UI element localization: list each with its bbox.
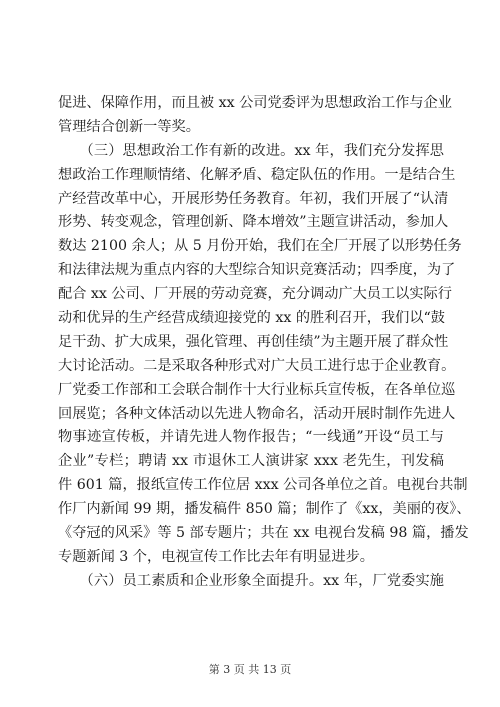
text-line: 足干劲、扩大成果，强化管理、再创佳绩”为主题开展了群众性 [58,333,449,350]
document-body [58,92,471,594]
text-line: 产经营改革中心，开展形势任务教育。年初，我们开展了“认清 [58,190,449,207]
text-line: 件 601 篇，报纸宣传工作位居 xxx 公司各单位之首。电视台共制 [58,477,468,494]
text-line: 专题新闻 3 个，电视宣传工作比去年有明显进步。 [58,548,374,565]
text-line: 想政治工作理顺情绪、化解矛盾、稳定队伍的作用。一是结合生 [58,166,456,183]
text-line: 厂党委工作部和工会联合制作十大行业标兵宣传板，在各单位巡 [58,381,456,398]
text-line: 数达 2100 余人；从 5 月份开始，我们在全厂开展了以形势任务 [58,238,462,255]
text-line: 和法律法规为重点内容的大型综合知识竞赛活动；四季度，为了 [58,262,456,279]
text-line: （六）员工素质和企业形象全面提升。xx 年，厂党委实施 [58,572,444,589]
text-line: 回展览；各种文体活动以先进人物命名，活动开展时制作先进人 [58,405,456,422]
text-line: 物事迹宣传板，并请先进人物作报告；“一线通”开设“员工与 [58,429,444,446]
text-line: 动和优异的生产经营成绩迎接党的 xx 的胜利召开，我们以“鼓 [58,310,445,327]
text-line: 形势、转变观念，管理创新、降本增效”主题宣讲活动，参加人 [58,214,449,231]
text-line: 管理结合创新一等奖。 [58,118,200,135]
text-line: 《夺冠的风采》等 5 部专题片；共在 xx 电视台发稿 98 篇，播发 [58,525,469,542]
text-line: 配合 xx 公司、厂开展的劳动竞赛，充分调动广大员工以实际行 [58,286,452,303]
text-line: 大讨论活动。二是采取各种形式对广大员工进行忠于企业教育。 [58,357,456,374]
text-line: 促进、保障作用，而且被 xx 公司党委评为思想政治工作与企业 [58,95,452,111]
page-number-footer: 第 3 页 共 13 页 [208,663,292,676]
text-line: 作厂内新闻 99 期，播发稿件 850 篇；制作了《xx，美丽的夜》、 [58,501,471,518]
text-line: 企业”专栏；聘请 xx 市退休工人演讲家 xxx 老先生，刊发稿 [58,453,444,470]
text-line: （三）思想政治工作有新的改进。xx 年，我们充分发挥思 [58,142,444,159]
